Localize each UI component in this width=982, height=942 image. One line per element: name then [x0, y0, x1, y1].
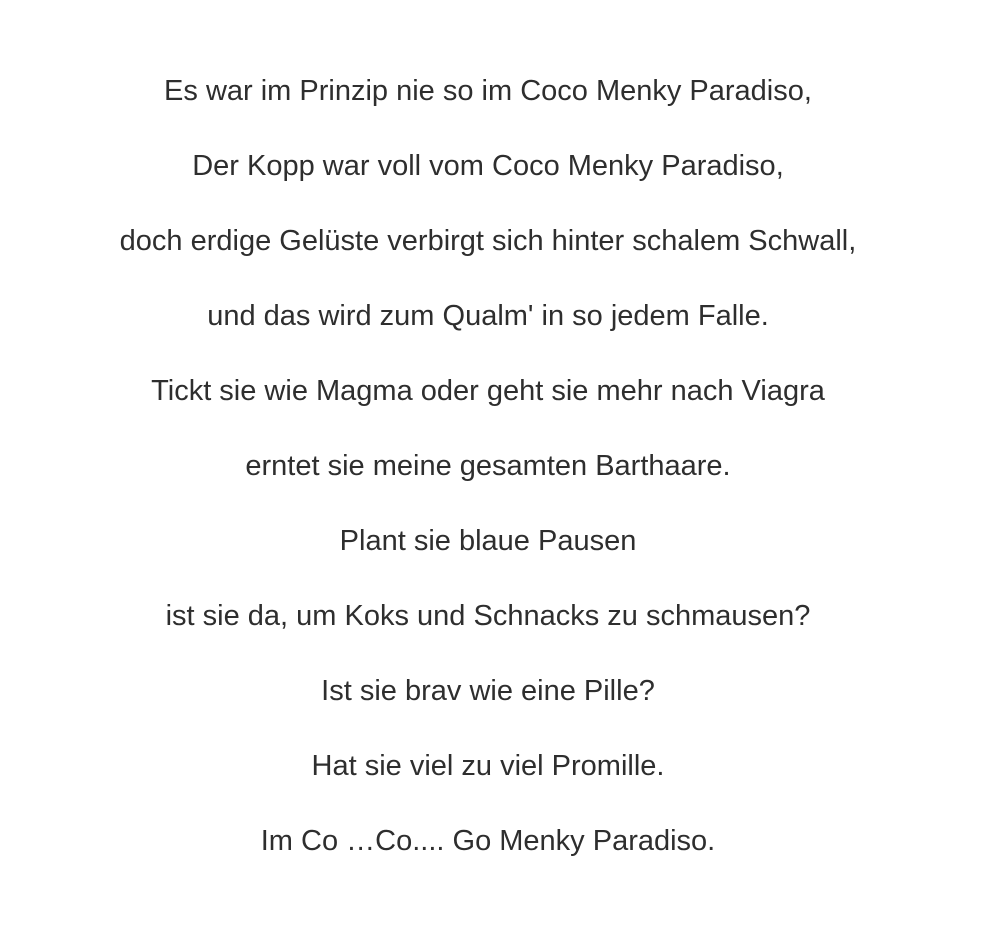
poem-line-10: Hat sie viel zu viel Promille.	[311, 750, 665, 782]
poem-text	[0, 71, 976, 896]
poem-line-1: Es war im Prinzip nie so im Coco Menky Paradiso,	[164, 75, 812, 107]
poem-line-7: Plant sie blaue Pausen	[339, 525, 637, 557]
poem-line-6: erntet sie meine gesamten Barthaare.	[245, 450, 731, 482]
poem-line-9: Ist sie brav wie eine Pille?	[321, 675, 655, 707]
poem-line-8: ist sie da, um Koks und Schnacks zu schmausen?	[165, 600, 811, 632]
poem-line-3: doch erdige Gelüste verbirgt sich hinter schalem Schwall,	[119, 225, 857, 257]
poem-line-11: Im Co …Co.... Go Menky Paradiso.	[260, 825, 716, 857]
poem-line-5: Tickt sie wie Magma oder geht sie mehr nach Viagra	[151, 375, 825, 407]
poem-line-4: und das wird zum Qualm' in so jedem Falle.	[207, 300, 769, 332]
poem-line-2: Der Kopp war voll vom Coco Menky Paradiso,	[192, 150, 784, 182]
